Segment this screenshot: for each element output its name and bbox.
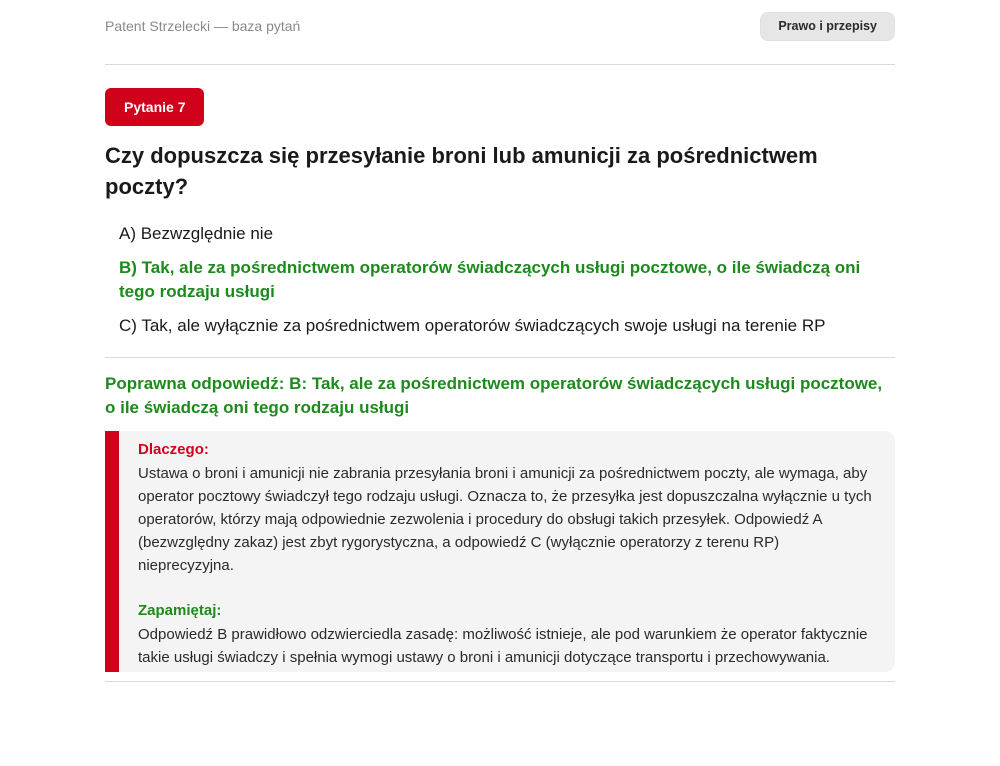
category-button[interactable]: Prawo i przepisy — [760, 12, 895, 41]
answer-option-a[interactable]: A) Bezwzględnie nie — [119, 224, 274, 243]
divider — [105, 681, 895, 682]
divider — [105, 357, 895, 358]
remember-heading: Zapamiętaj: — [138, 602, 222, 619]
question-text: Czy dopuszcza się przesyłanie broni lub amunicji za pośrednictwem poczty? — [105, 143, 818, 199]
question-number-badge: Pytanie 7 — [105, 88, 204, 126]
explanation-panel — [105, 431, 895, 672]
why-text: Ustawa o broni i amunicji nie zabrania przesyłania broni i amunicji za pośrednictwem poczty, ale wymaga, aby operator pocztowy świadczył tego rodzaju usługi. Oznacza to, że przesyłka jest dopuszczalna wyłącznie u tych operatorów, którzy mają odpowiednie zezwolenia i procedury do obsługi takich przesyłek. Odpowiedź A (bezwzględny zakaz) jest zbyt rygorystyczna, a odpowiedź C (wyłącznie operatorzy z terenu RP) nieprecyzyjna. — [138, 465, 872, 574]
answer-option-b[interactable]: B) Tak, ale za pośrednictwem operatorów świadczących usługi pocztowe, o ile świadczą oni tego rodzaju usługi — [119, 258, 861, 301]
site-title: Patent Strzelecki — baza pytań — [105, 18, 301, 34]
answer-list — [119, 222, 899, 348]
answer-option-c[interactable]: C) Tak, ale wyłącznie za pośrednictwem operatorów świadczących swoje usługi na terenie RP — [119, 316, 826, 335]
page-header — [105, 0, 895, 65]
correct-answer-text: Poprawna odpowiedź: B: Tak, ale za pośrednictwem operatorów świadczących usługi pocztowe, o ile świadczą oni tego rodzaju usługi — [105, 374, 883, 417]
remember-text: Odpowiedź B prawidłowo odzwierciedla zasadę: możliwość istnieje, ale pod warunkiem że operator faktycznie takie usługi świadczy i spełnia wymogi ustawy o broni i amunicji dotyczące transportu i przechowywania. — [138, 626, 868, 666]
page-container — [105, 0, 895, 666]
why-heading: Dlaczego: — [138, 441, 209, 458]
